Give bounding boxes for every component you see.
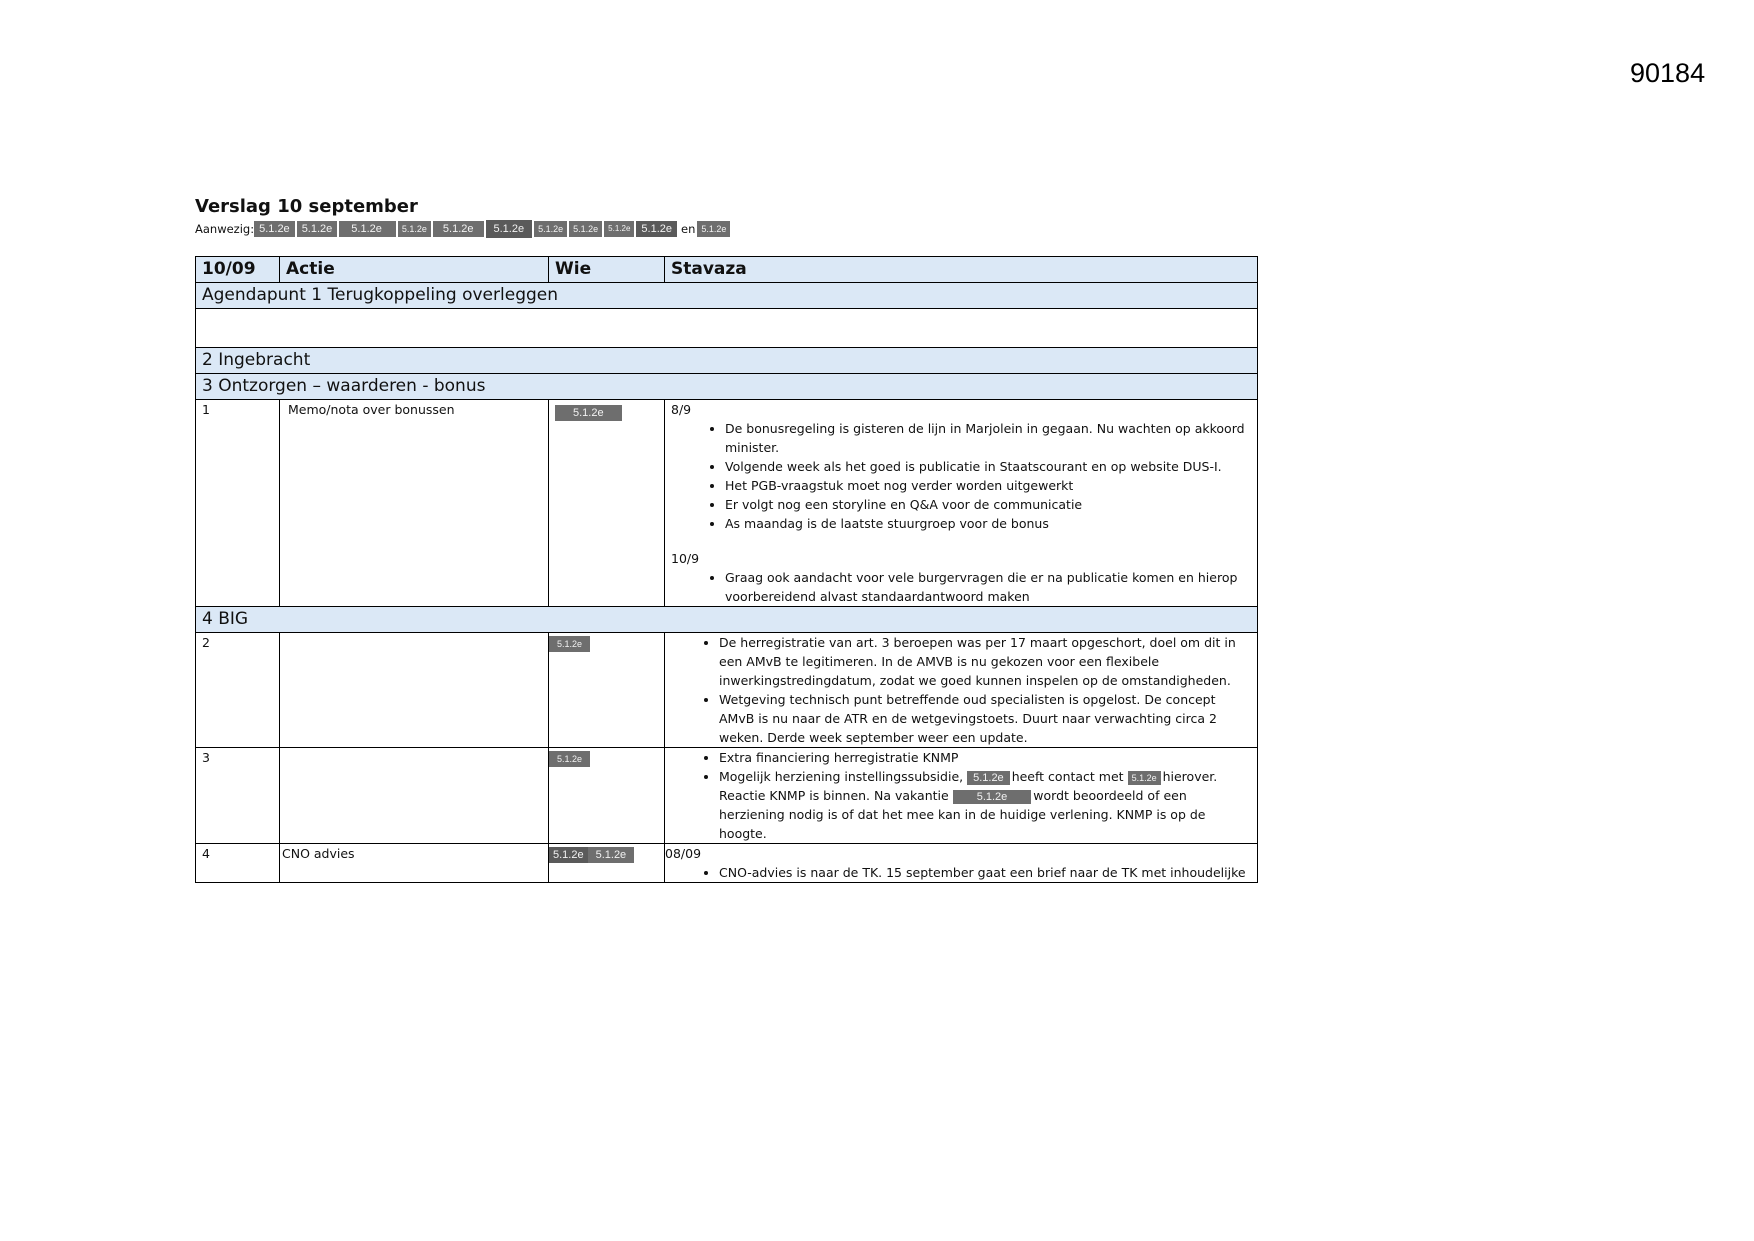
row-number: 2 — [196, 633, 280, 748]
redaction-block: 5.1.2e — [534, 221, 567, 237]
redaction-block: 5.1.2e — [549, 636, 590, 652]
status-item: • Volgende week als het goed is publicatie in Staatscourant en op website DUS-I. — [725, 457, 1251, 476]
row-actie — [280, 748, 549, 844]
redaction-block: 5.1.2e — [555, 405, 622, 421]
row-number: 1 — [196, 400, 280, 607]
redaction-block: 5.1.2e — [569, 221, 602, 237]
redaction-block: 5.1.2e — [953, 790, 1032, 804]
section-row — [196, 348, 1258, 374]
section-title: 3 Ontzorgen – waarderen - bonus — [196, 374, 1258, 400]
status-item: • De bonusregeling is gisteren de lijn in Marjolein in gegaan. Nu wachten op akkoord minister. — [725, 419, 1251, 457]
section-row — [196, 374, 1258, 400]
header-wie: Wie — [549, 257, 665, 283]
blank-row — [196, 309, 1258, 348]
redaction-block: 5.1.2e — [486, 220, 533, 238]
redaction-block: 5.1.2e — [1128, 771, 1161, 785]
row-stavaza — [665, 400, 1258, 607]
status-list — [671, 633, 1251, 747]
row-wie — [549, 748, 665, 844]
redaction-block: 5.1.2e — [549, 751, 590, 767]
section-title: 2 Ingebracht — [196, 348, 1258, 374]
table-row — [196, 400, 1258, 607]
status-list — [671, 748, 1251, 843]
attendees-label: Aanwezig: — [195, 222, 255, 236]
document-title: Verslag 10 september — [195, 196, 418, 217]
row-wie — [549, 633, 665, 748]
row-actie — [280, 633, 549, 748]
section-title: Agendapunt 1 Terugkoppeling overleggen — [196, 283, 1258, 309]
redaction-block: 5.1.2e — [967, 771, 1010, 785]
redaction-block: 5.1.2e — [697, 221, 730, 237]
status-text: Mogelijk herziening instellingssubsidie, — [719, 769, 964, 784]
status-item — [719, 767, 1251, 843]
table-header-row — [196, 257, 1258, 283]
status-date: 10/9 — [671, 551, 700, 566]
header-stavaza: Stavaza — [665, 257, 1258, 283]
status-text: heeft contact met — [1011, 769, 1124, 784]
redaction-block: 5.1.2e — [549, 847, 588, 863]
page-number: 90184 — [1630, 58, 1706, 88]
redaction-block: 5.1.2e — [588, 847, 635, 863]
row-number: 3 — [196, 748, 280, 844]
status-list — [671, 568, 1251, 606]
status-list — [665, 863, 1251, 882]
status-text: hierover. Reactie KNMP is binnen. Na vakantie — [719, 769, 1218, 803]
redaction-block: 5.1.2e — [254, 221, 295, 237]
redaction-block: 5.1.2e — [297, 221, 338, 237]
status-item: • Er volgt nog een storyline en Q&A voor de communicatie — [725, 495, 1251, 514]
row-stavaza — [665, 748, 1258, 844]
redaction-block: 5.1.2e — [398, 221, 431, 237]
redaction-block: 5.1.2e — [433, 221, 484, 237]
attendees-line — [195, 220, 732, 238]
row-stavaza — [665, 633, 1258, 748]
row-actie: CNO advies — [280, 844, 549, 883]
table-row — [196, 748, 1258, 844]
status-item: • CNO-advies is naar de TK. 15 september gaat een brief naar de TK met inhoudelijke — [719, 863, 1251, 882]
row-wie — [549, 844, 665, 883]
row-actie: Memo/nota over bonussen — [280, 400, 549, 607]
redaction-block: 5.1.2e — [339, 221, 396, 237]
status-date: 08/09 — [665, 846, 702, 861]
section-row — [196, 283, 1258, 309]
status-item: • As maandag is de laatste stuurgroep voor de bonus — [725, 514, 1251, 533]
status-text: wordt beoordeeld of een herziening nodig is of dat het mee kan in de huidige verlening. KNMP is op de hoogte. — [719, 788, 1206, 841]
status-item: • De herregistratie van art. 3 beroepen was per 17 maart opgeschort, doel om dit in een AMvB te legitimeren. In de AMVB is nu gekozen voor een flexibele inwerkingstredingdatum, zodat we goed kunnen inspelen op de omstandigheden. — [719, 633, 1251, 690]
header-date: 10/09 — [196, 257, 280, 283]
row-wie — [549, 400, 665, 607]
row-number: 4 — [196, 844, 280, 883]
table-row — [196, 633, 1258, 748]
minutes-table — [195, 256, 1258, 883]
redaction-block: 5.1.2e — [636, 221, 677, 237]
section-title: 4 BIG — [196, 607, 1258, 633]
status-item: • Wetgeving technisch punt betreffende oud specialisten is opgelost. De concept AMvB is nu naar de ATR en de wetgevingstoets. Duurt naar verwachting circa 2 weken. Derde week september weer een update. — [719, 690, 1251, 747]
table-row — [196, 844, 1258, 883]
status-list — [671, 419, 1251, 533]
blank-cell — [196, 309, 1258, 348]
status-item: • Graag ook aandacht voor vele burgervragen die er na publicatie komen en hierop voorbereidend alvast standaardantwoord maken — [725, 568, 1251, 606]
section-row — [196, 607, 1258, 633]
header-actie: Actie — [280, 257, 549, 283]
status-date: 8/9 — [671, 402, 692, 417]
status-item: • Extra financiering herregistratie KNMP — [719, 748, 1251, 767]
redaction-block: 5.1.2e — [604, 221, 634, 237]
status-item: • Het PGB-vraagstuk moet nog verder worden uitgewerkt — [725, 476, 1251, 495]
attendees-connector: en — [681, 222, 696, 236]
row-stavaza — [665, 844, 1258, 883]
